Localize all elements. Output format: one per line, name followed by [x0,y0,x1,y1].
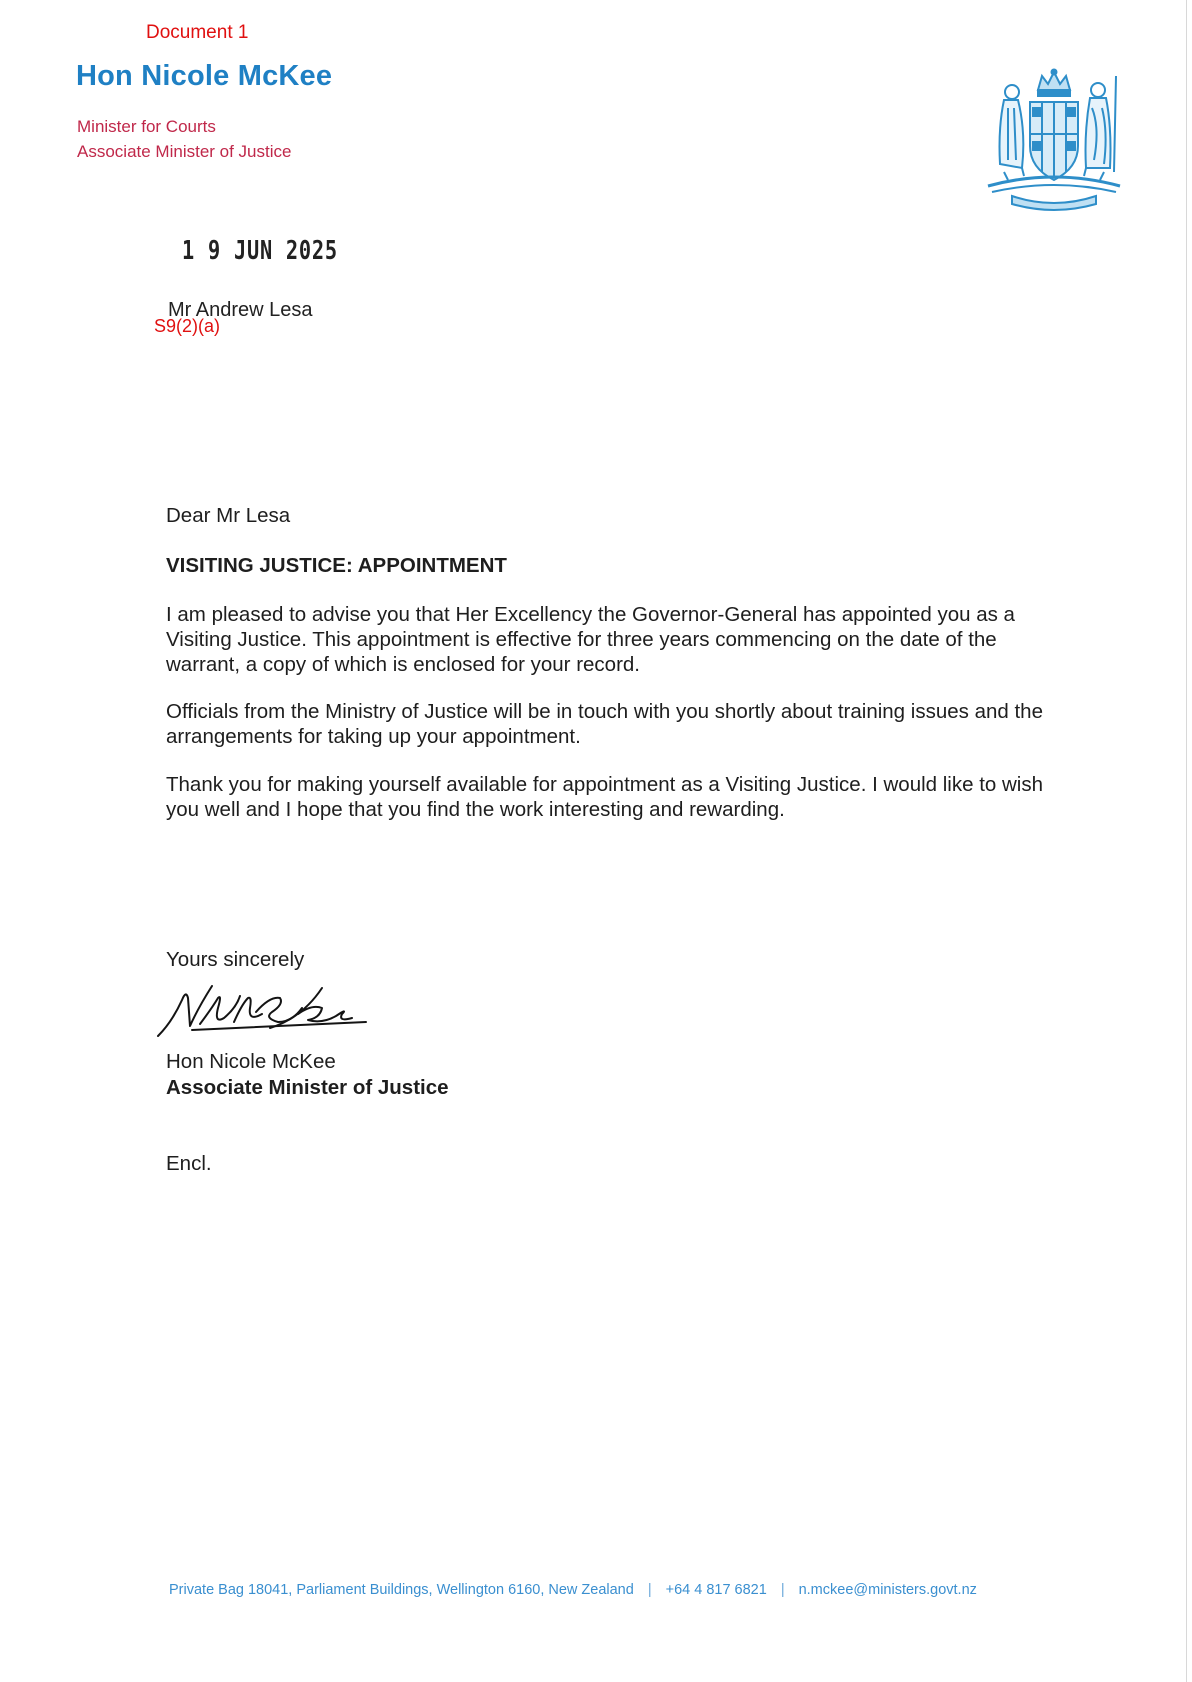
signer-title: Associate Minister of Justice [166,1076,449,1099]
closing: Yours sincerely [166,948,305,971]
enclosure-note: Encl. [166,1152,212,1175]
letterhead-minister-name: Hon Nicole McKee [76,60,333,92]
nz-coat-of-arms-icon [978,68,1130,212]
footer-separator-2: | [780,1582,785,1598]
letterhead-role-justice: Associate Minister of Justice [77,142,292,161]
footer-email: n.mckee@ministers.govt.nz [798,1582,977,1598]
footer-contact [169,1582,977,1598]
paragraph-thanks: Thank you for making yourself available for appointment as a Visiting Justice. I would like to wish you well and I hope that you find the work interesting and rewarding. [166,773,1044,821]
salutation: Dear Mr Lesa [166,504,291,527]
letterhead-role-courts: Minister for Courts [77,117,216,136]
date-stamp: 1 9 JUN 2025 [182,236,338,266]
footer-address: Private Bag 18041, Parliament Buildings, Wellington 6160, New Zealand [169,1582,634,1598]
recipient-name: Mr Andrew Lesa [168,299,313,321]
redaction-note: S9(2)(a) [154,316,221,336]
page-edge-divider [1186,0,1187,1682]
handwritten-signature-icon [152,978,382,1040]
document-label: Document 1 [146,22,249,43]
footer-separator: | [647,1582,652,1598]
letter-subject: VISITING JUSTICE: APPOINTMENT [166,554,507,577]
signer-name: Hon Nicole McKee [166,1050,336,1073]
paragraph-officials: Officials from the Ministry of Justice will be in touch with you shortly about training issues and the arrangements for taking up your appointment. [166,700,1043,748]
paragraph-appointment: I am pleased to advise you that Her Excellency the Governor-General has appointed you as a Visiting Justice. This appointment is effective for three years commencing on the date of the warrant, a copy of which is enclosed for your record. [166,603,1015,676]
footer-phone: +64 4 817 6821 [665,1582,767,1598]
